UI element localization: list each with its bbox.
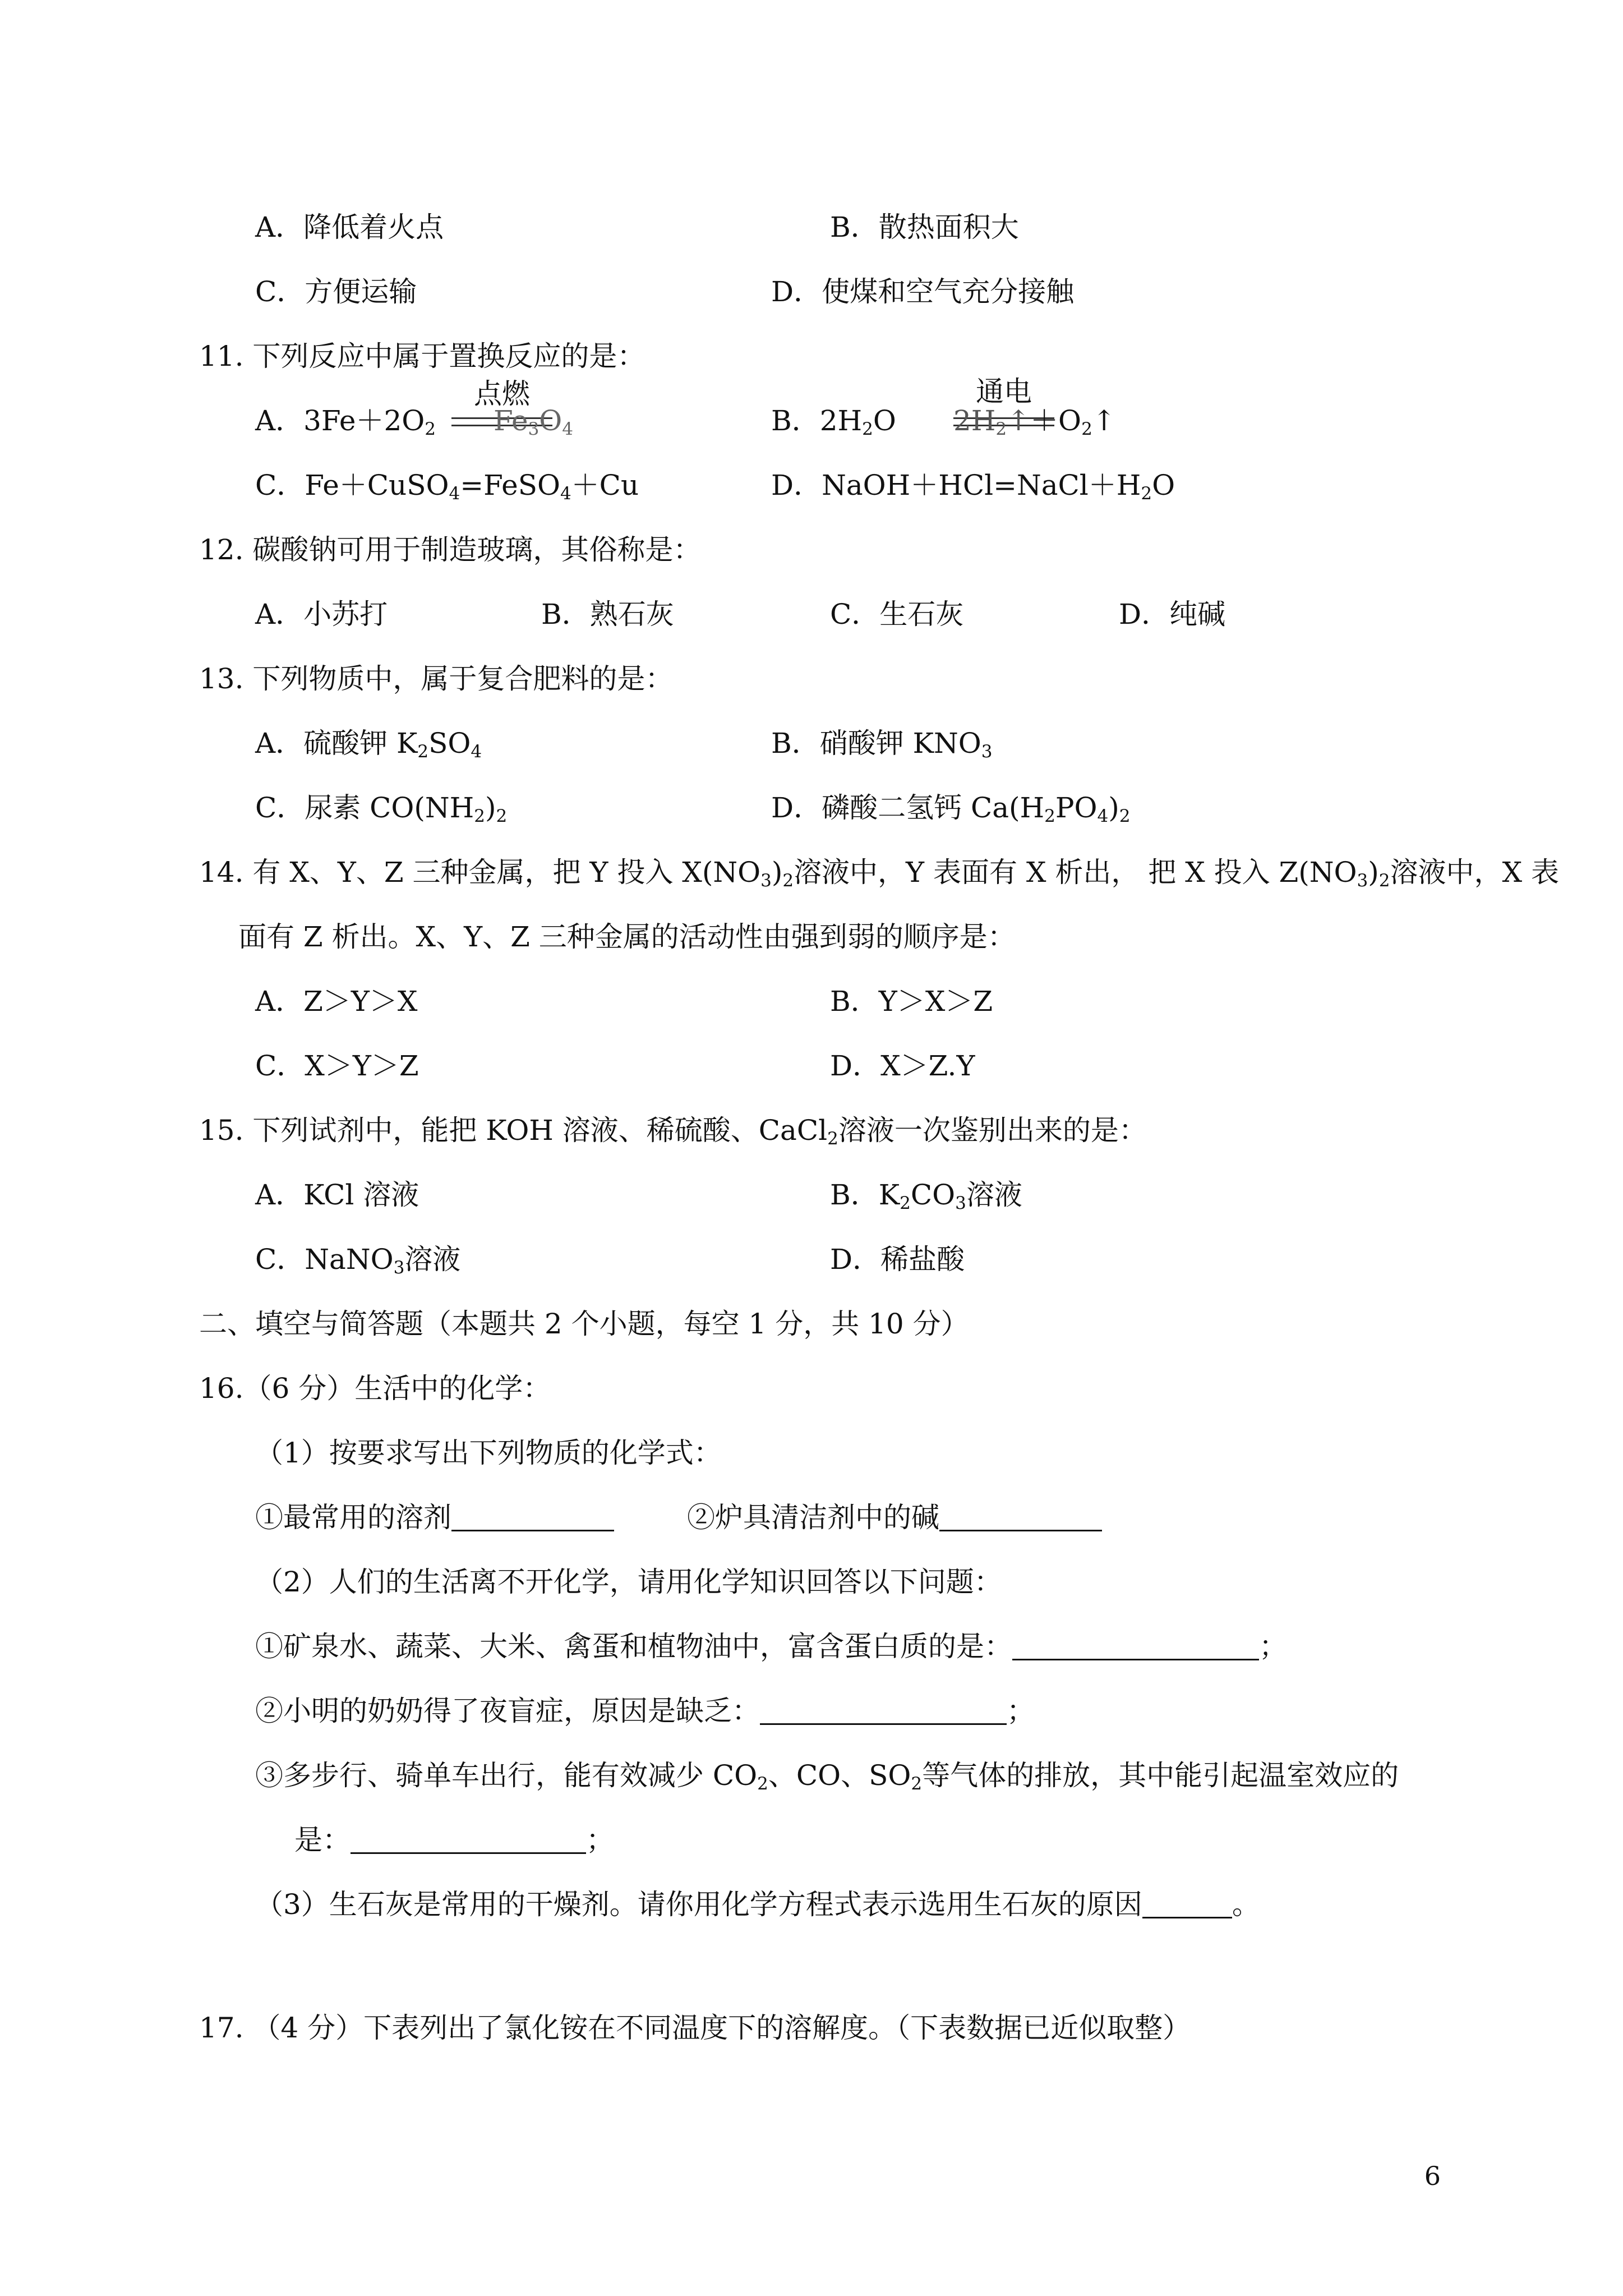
- answer-blank[interactable]: [1142, 1889, 1232, 1918]
- q13-stem: 13. 下列物质中，属于复合肥料的是：: [199, 662, 674, 695]
- q11-option-a: A．$3Fe+2O_2$: [255, 404, 436, 439]
- q12-option-b: B．熟石灰: [541, 598, 674, 631]
- q17-stem: 17. （4 分）下表列出了氯化铵在不同温度下的溶解度。（下表数据已近似取整）: [199, 2012, 1191, 2044]
- q14-option-c: C．X＞Y＞Z: [255, 1050, 419, 1082]
- q15-stem: 15. 下列试剂中，能把 KOH 溶液、稀硫酸、CaCl$_2$溶液一次鉴别出来的是：: [199, 1114, 1147, 1149]
- q16-part1: （1）按要求写出下列物质的化学式：: [255, 1437, 722, 1469]
- q16-part2-item2: ②小明的奶奶得了夜盲症，原因是缺乏： ；: [255, 1695, 1035, 1727]
- q12-option-c: C．生石灰: [830, 598, 964, 631]
- q12-option-a: A．小苏打: [255, 598, 388, 631]
- condition-ignite-label: 点燃: [474, 378, 530, 410]
- q13-option-a: A．硫酸钾 $K_2SO_4$: [255, 727, 482, 762]
- answer-blank[interactable]: [760, 1695, 1007, 1725]
- q11-option-b: B．$2H_2O$: [771, 404, 896, 439]
- q16-part2: （2）人们的生活离不开化学，请用化学知识回答以下问题：: [255, 1566, 1002, 1598]
- q14-stem-line2: 面有 Z 析出。X、Y、Z 三种金属的活动性由强到弱的顺序是：: [238, 921, 1016, 953]
- q11-stem: 11. 下列反应中属于置换反应的是：: [199, 340, 645, 372]
- q14-stem-line1: 14. 有 X、Y、Z 三种金属，把 Y 投入 $X(NO_3)_2$溶液中，Y 表面有 X 析出， 把 X 投入 $Z(NO_3)_2$溶液中，X 表: [199, 856, 1559, 891]
- section-heading: 二、填空与简答题（本题共 2 个小题，每空 1 分，共 10 分）: [199, 1308, 969, 1340]
- q15-option-a: A．KCl 溶液: [255, 1179, 419, 1211]
- q15-option-d: D．稀盐酸: [830, 1243, 965, 1276]
- q11-a-product: $Fe_3O_4$: [494, 404, 574, 439]
- q15-option-b: B．$K_2CO_3$溶液: [830, 1179, 1022, 1213]
- q16-part2-item1: ①矿泉水、蔬菜、大米、禽蛋和植物油中，富含蛋白质的是： ；: [255, 1630, 1287, 1663]
- q16-part1-item1: ①最常用的溶剂: [255, 1501, 614, 1534]
- q11-option-d: D．$NaOH+HCl=NaCl+H_2O$: [771, 469, 1175, 504]
- q12-option-d: D．纯碱: [1119, 598, 1226, 631]
- q14-option-d: D．X＞Z.Y: [830, 1050, 975, 1082]
- answer-blank[interactable]: [1012, 1631, 1259, 1660]
- q16-part3: （3）生石灰是常用的干燥剂。请你用化学方程式表示选用生石灰的原因 。: [255, 1888, 1260, 1921]
- q11-option-c: C．Fe＋CuSO$_4$=FeSO$_4$＋Cu: [255, 469, 639, 504]
- q12-stem: 12. 碳酸钠可用于制造玻璃，其俗称是：: [199, 533, 702, 566]
- q10-option-a: A．降低着火点: [255, 211, 444, 243]
- answer-blank[interactable]: [451, 1502, 614, 1531]
- q16-part1-item2: ②炉具清洁剂中的碱: [687, 1501, 1102, 1534]
- q14-option-a: A．Z＞Y＞X: [255, 985, 418, 1018]
- q10-option-d: D．使煤和空气充分接触: [771, 275, 1075, 308]
- q10-option-c: C．方便运输: [255, 275, 417, 308]
- q16-part2-item3-line2: 是： ；: [294, 1824, 614, 1856]
- q13-option-c: C．尿素 $CO(NH_2)_2$: [255, 792, 508, 826]
- q10-option-b: B．散热面积大: [830, 211, 1019, 243]
- answer-blank[interactable]: [351, 1824, 586, 1854]
- q16-stem: 16.（6 分）生活中的化学：: [199, 1372, 551, 1405]
- q13-option-d: D．磷酸二氢钙 $Ca(H_2PO_4)_2$: [771, 792, 1131, 826]
- q13-option-b: B．硝酸钾 $KNO_3$: [771, 727, 993, 762]
- q14-option-b: B．Y＞X＞Z: [830, 985, 993, 1018]
- q11-b-product: $2H_2↑+O_2↑$: [953, 404, 1116, 439]
- q16-part2-item3: ③多步行、骑单车出行，能有效减少 $CO_2$、CO、$SO_2$等气体的排放，其中能引起温室效应的: [255, 1759, 1399, 1794]
- answer-blank[interactable]: [939, 1502, 1102, 1531]
- page-number: 6: [1424, 2161, 1441, 2191]
- condition-electrolysis-label: 通电: [976, 375, 1032, 408]
- q15-option-c: C．NaNO$_3$溶液: [255, 1243, 461, 1278]
